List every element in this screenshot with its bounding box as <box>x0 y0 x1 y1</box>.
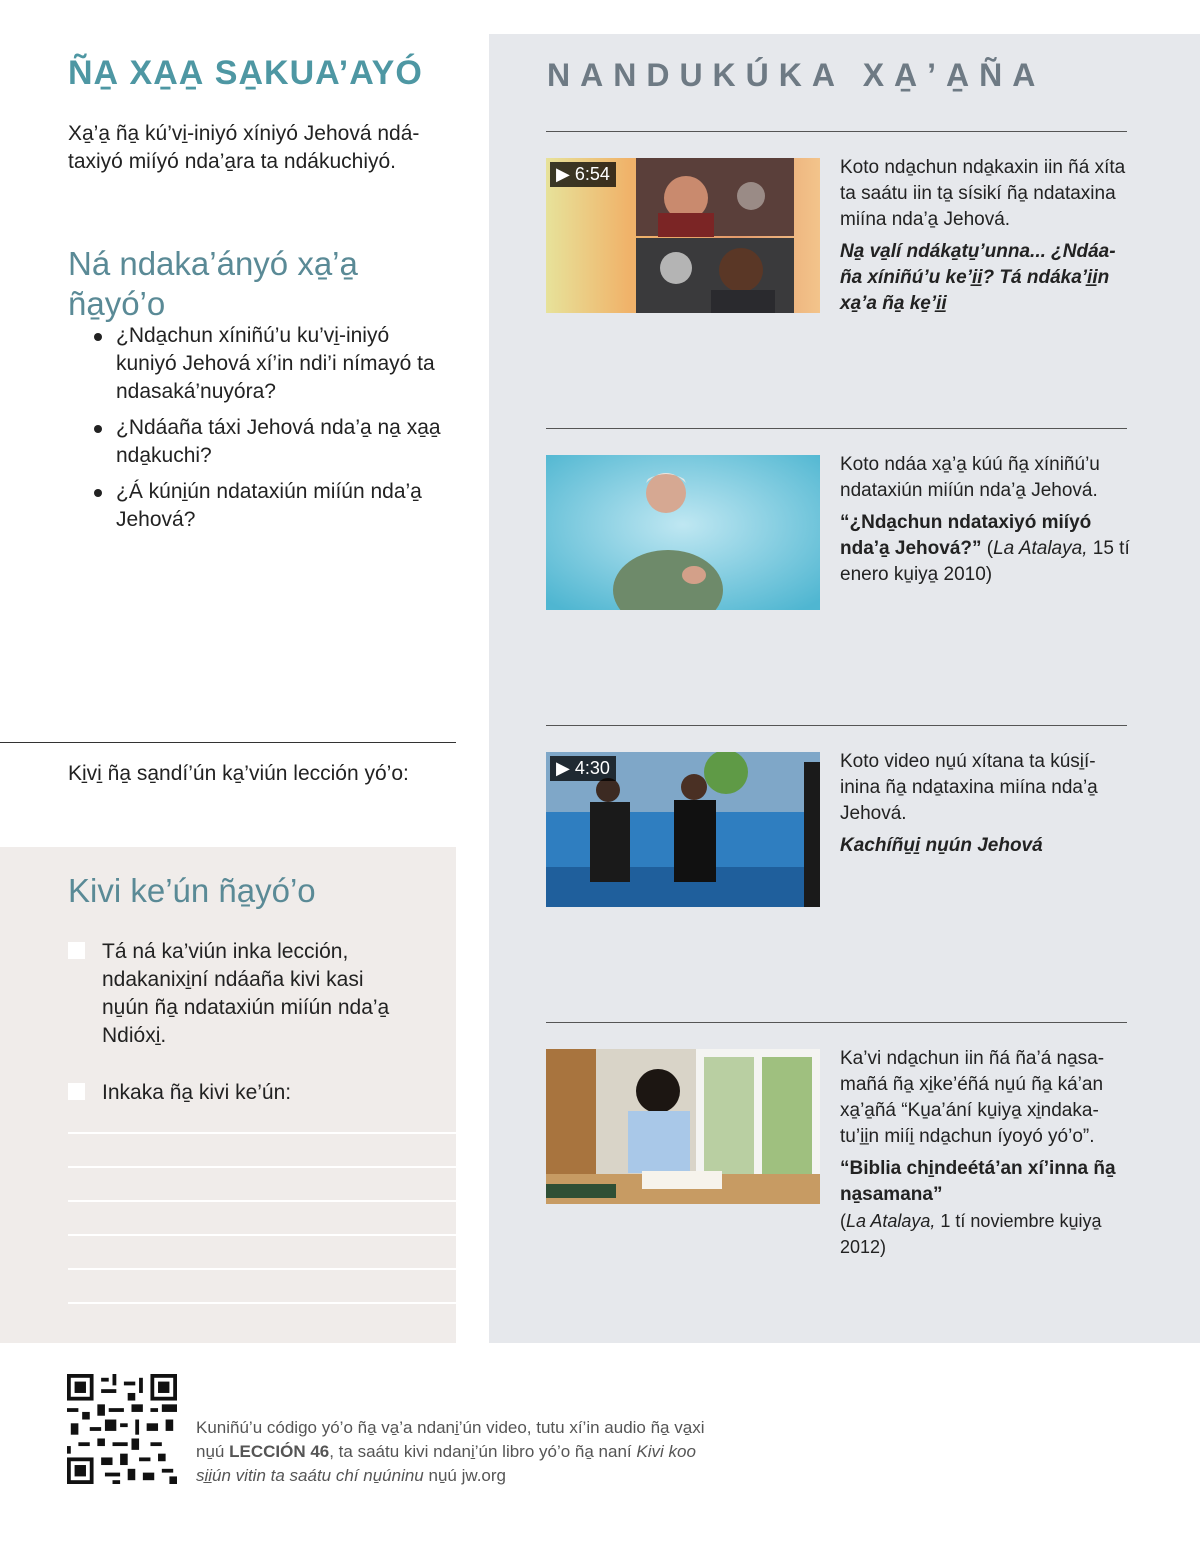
qr-code-icon[interactable] <box>67 1374 177 1484</box>
explore-item-text <box>840 749 1130 865</box>
explore-item-link[interactable]: Na̱ va̱lí ndáka̱tu̱’unna... ¿Ndáaña xíniñú’u ke’i̱i̱? Tá ndáka’i̱i̱n xa̱’a ña̱ ke̱’i̱i̱ <box>840 241 1116 314</box>
divider <box>546 725 1127 726</box>
explore-item-desc: Koto video nu̱ú xítana ta kúsi̱í-inina ña̱ nda̱taxina miína nda’a̱ Jehová. <box>840 751 1098 824</box>
write-line[interactable] <box>68 1302 456 1304</box>
goal-item[interactable] <box>68 938 408 1050</box>
write-line[interactable] <box>68 1268 456 1270</box>
explore-item-text <box>840 1046 1130 1266</box>
explore-item-desc: Koto nda̱chun nda̱kaxin iin ñá xíta ta saátu iin ta̱ sísikí ña̱ ndataxina miína nda’a̱ Jehová. <box>840 157 1126 230</box>
write-line[interactable] <box>68 1234 456 1236</box>
explore-heading: NANDUKÚKA XA̱’A̱ÑA <box>547 57 1046 93</box>
review-question: ¿Ndáaña táxi Jehová nda’a̱ na̱ xa̱a̱ nda̱kuchi? <box>90 414 450 470</box>
review-question-list <box>90 322 450 542</box>
explore-item-desc: Ka’vi nda̱chun iin ñá ña’á na̱samañá ña̱ xi̱ke’éñá nu̱ú ña̱ ká’an xa̱’a̱ñá “Ku̱a’ání ku̱iya̱ xi̱ndakatu’i̱i̱n miíi̱ nda̱chun íyoyó yó’o”. <box>840 1048 1105 1147</box>
goal-item-text: Tá ná ka’viún inka lección, ndakanixi̱ní ndáaña kivi kasi nu̱ún ña̱ ndataxiún miíún nda’a̱ Ndióxi̱. <box>102 940 390 1047</box>
checkbox[interactable] <box>68 942 85 959</box>
article-image-art <box>546 1049 820 1204</box>
video-duration: ▶ 6:54 <box>550 162 616 187</box>
footer-text: Kuniñú’u código yó’o ña̱ va̱’a ndani̱’ún video, tutu xí’in audio ña̱ va̱xi nu̱ú LECCIÓN 46, ta saátu kivi ndani̱’ún libro yó’o ña̱ naní Kivi koo si̱i̱ún vitin ta saátu chí nu̱úninu nu̱ú jw.org <box>196 1418 705 1485</box>
divider <box>546 428 1127 429</box>
summary-title: ÑA̱ XA̱A̱ SA̱KUA’AYÓ <box>68 54 423 92</box>
review-question: ¿Á kúni̱ún ndataxiún miíún nda’a̱ Jehová? <box>90 478 450 534</box>
divider <box>0 742 456 743</box>
divider <box>546 131 1127 132</box>
explore-item-link[interactable]: “Biblia chi̱ndeétá’an xí’inna ña̱ na̱samana” <box>840 1158 1116 1205</box>
divider <box>546 1022 1127 1023</box>
video-thumbnail[interactable] <box>546 158 820 313</box>
play-triangle-icon: ▶ <box>556 164 570 184</box>
review-question: ¿Nda̱chun xíniñú’u ku’vi̱-iniyó kuniyó Jehová xí’in ndi’i nímayó ta ndasaká’nuyóra? <box>90 322 450 406</box>
article-image-art <box>546 455 820 610</box>
checkbox[interactable] <box>68 1083 85 1100</box>
article-image[interactable] <box>546 1049 820 1204</box>
explore-item-link[interactable]: “¿Nda̱chun ndataxiyó miíyó nda’a̱ Jehová?” <box>840 512 1092 559</box>
video-thumbnail[interactable] <box>546 752 820 907</box>
explore-item-reference: “¿Nda̱chun ndataxiyó miíyó nda’a̱ Jehová?” (La Atalaya, 15 tí enero ku̱iya̱ 2010) <box>840 512 1130 585</box>
apply-label: Ki̱vi̱ ña̱ sa̱ndí’ún ka̱’viún lección yó’o: <box>68 762 409 785</box>
video-duration: ▶ 4:30 <box>550 756 616 781</box>
explore-item-text <box>840 155 1130 323</box>
play-triangle-icon: ▶ <box>556 758 570 778</box>
write-line[interactable] <box>68 1132 456 1134</box>
explore-item-link[interactable]: Kachíñu̱i̱ nu̱ún Jehová <box>840 835 1043 856</box>
write-line[interactable] <box>68 1166 456 1168</box>
goal-title: Kivi ke’ún ña̱yó’o <box>68 872 316 909</box>
explore-item-desc: Koto ndáa xa̱’a̱ kúú ña̱ xíniñú’u ndataxiún miíún nda’a̱ Jehová. <box>840 454 1100 501</box>
summary-text: Xa̱’a̱ ña̱ kú’vi̱-iniyó xíniyó Jehová ndátaxiyó miíyó nda’a̱ra ta ndákuchiyó. <box>68 122 420 173</box>
explore-item-text <box>840 452 1130 594</box>
goal-item[interactable] <box>68 1079 408 1107</box>
write-line[interactable] <box>68 1200 456 1202</box>
review-title: Ná ndaka’ányó xa̱’a̱ ña̱yó’o <box>68 245 358 323</box>
goal-item-text: Inkaka ña̱ kivi ke’ún: <box>102 1081 292 1104</box>
explore-item-source: (La Atalaya, 1 tí noviembre ku̱iya̱ 2012) <box>840 1211 1102 1257</box>
article-image[interactable] <box>546 455 820 610</box>
